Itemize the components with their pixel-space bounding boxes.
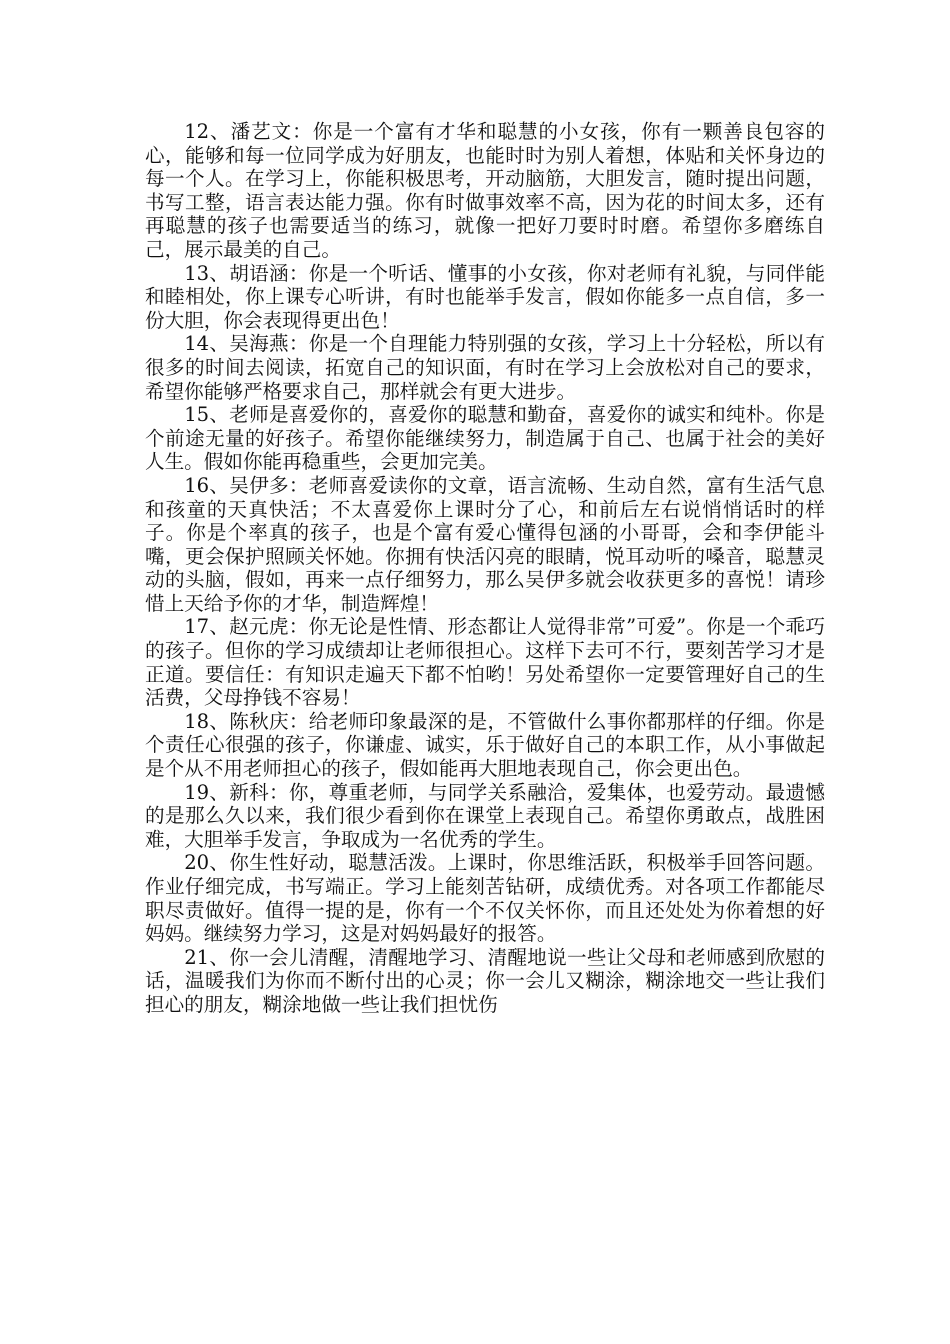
- comment-paragraph-13: 13、胡语涵：你是一个听话、懂事的小女孩，你对老师有礼貌，与同伴能和睦相处，你上课专心听讲，有时也能举手发言，假如你能多一点自信，多一份大胆，你会表现得更出色！: [145, 261, 825, 332]
- comment-paragraph-21: 21、你一会儿清醒，清醒地学习、清醒地说一些让父母和老师感到欣慰的话，温暖我们为你而不断付出的心灵；你一会儿又糊涂，糊涂地交一些让我们担心的朋友，糊涂地做一些让我们担忧伤: [145, 945, 825, 1016]
- comment-paragraph-15: 15、老师是喜爱你的，喜爱你的聪慧和勤奋，喜爱你的诚实和纯朴。你是个前途无量的好孩子。希望你能继续努力，制造属于自己、也属于社会的美好人生。假如你能再稳重些，会更加完美。: [145, 403, 825, 474]
- comment-paragraph-12: 12、潘艺文：你是一个富有才华和聪慧的小女孩，你有一颗善良包容的心，能够和每一位同学成为好朋友，也能时时为别人着想，体贴和关怀身边的每一个人。在学习上，你能积极思考，开动脑筋，大胆发言，随时提出问题，书写工整，语言表达能力强。你有时做事效率不高，因为花的时间太多，还有再聪慧的孩子也需要适当的练习，就像一把好刀要时时磨。希望你多磨练自己，展示最美的自己。: [145, 120, 825, 261]
- comment-paragraph-14: 14、吴海燕：你是一个自理能力特别强的女孩，学习上十分轻松，所以有很多的时间去阅读，拓宽自己的知识面，有时在学习上会放松对自己的要求，希望你能够严格要求自己，那样就会有更大进步。: [145, 332, 825, 403]
- comment-paragraph-17: 17、赵元虎：你无论是性情、形态都让人觉得非常”可爱”。你是一个乖巧的孩子。但你的学习成绩却让老师很担心。这样下去可不行，要刻苦学习才是正道。要信任：有知识走遍天下都不怕哟！另处希望你一定要管理好自己的生活费，父母挣钱不容易！: [145, 615, 825, 710]
- comment-paragraph-18: 18、陈秋庆：给老师印象最深的是，不管做什么事你都那样的仔细。你是个责任心很强的孩子，你谦虚、诚实，乐于做好自己的本职工作，从小事做起是个从不用老师担心的孩子，假如能再大胆地表现自己，你会更出色。: [145, 709, 825, 781]
- comment-paragraph-19: 19、新科：你，尊重老师，与同学关系融洽，爱集体，也爱劳动。最遗憾的是那么久以来，我们很少看到你在课堂上表现自己。希望你勇敢点，战胜困难，大胆举手发言，争取成为一名优秀的学生。: [145, 780, 825, 851]
- comment-paragraph-16: 16、吴伊多：老师喜爱读你的文章，语言流畅、生动自然，富有生活气息和孩童的天真快活；不太喜爱你上课时分了心，和前后左右说悄悄话时的样子。你是个率真的孩子，也是个富有爱心懂得包涵的小哥哥，会和李伊能斗嘴，更会保护照顾关怀她。你拥有快活闪亮的眼睛，悦耳动听的嗓音，聪慧灵动的头脑，假如，再来一点仔细努力，那么吴伊多就会收获更多的喜悦！请珍惜上天给予你的才华，制造辉煌！: [145, 473, 825, 615]
- comment-paragraph-20: 20、你生性好动，聪慧活泼。上课时，你思维活跃，积极举手回答问题。作业仔细完成，书写端正。学习上能刻苦钻研，成绩优秀。对各项工作都能尽职尽责做好。值得一提的是，你有一个不仅关怀你，而且还处处为你着想的好妈妈。继续努力学习，这是对妈妈最好的报答。: [145, 851, 825, 946]
- document-body: [145, 120, 825, 1017]
